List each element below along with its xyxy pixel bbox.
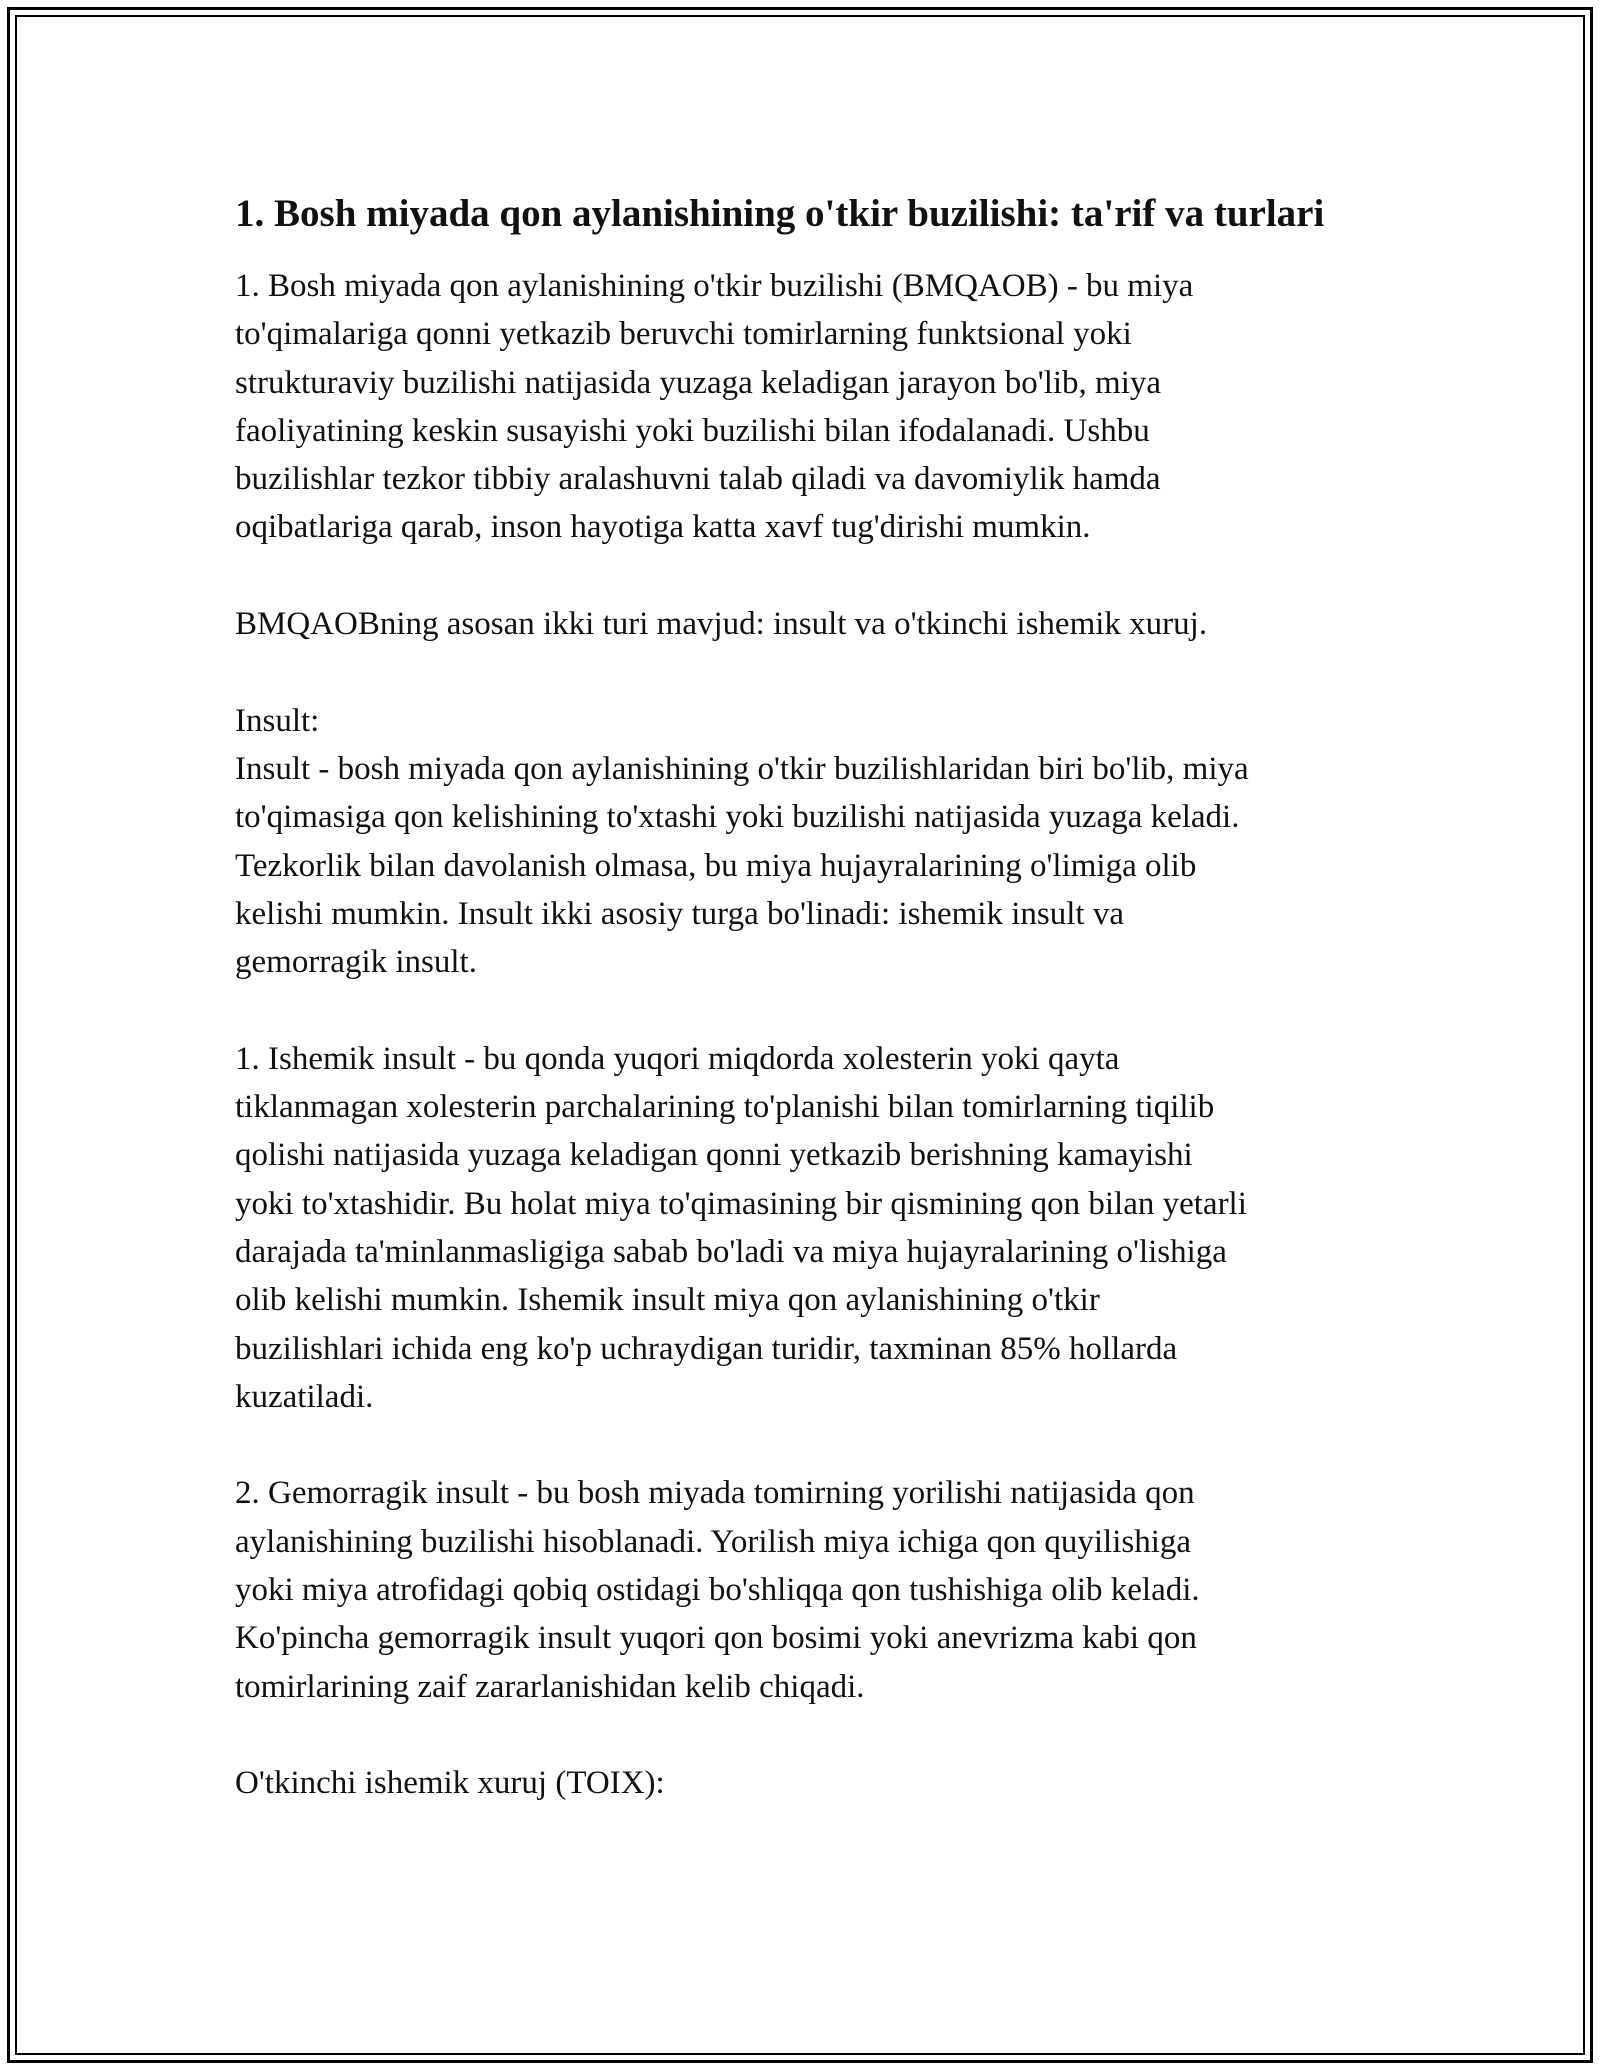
document-body bbox=[235, 186, 1375, 1808]
body-text: 1. Bosh miyada qon aylanishining o'tkir buzilishi (BMQAOB) - bu miya to'qimalariga qonni yetkazib beruvchi tomirlarning funktsional yoki strukturaviy buzilishi natijasida yuzaga keladigan jarayon bo'lib, miya faoliyatining keskin susayishi yoki buzilishi bilan ifodalanadi. Ushbu buzilishlar tezkor tibbiy aralashuvni talab qiladi va davomiylik hamda oqibatlariga qarab, inson hayotiga katta xavf tug'dirishi mumkin. BMQAOBning asosan ikki turi mavjud: insult va o'tkinchi ishemik xuruj. Insult: Insult - bosh miyada qon aylanishining o'tkir buzilishlaridan biri bo'lib, miya to'qimasiga qon kelishining to'xtashi yoki buzilishi natijasida yuzaga keladi. Tezkorlik bilan davolanish olmasa, bu miya hujayralarining o'limiga olib kelishi mumkin. Insult ikki asosiy turga bo'linadi: ishemik insult va gemorragik insult. 1. Ishemik insult - bu qonda yuqori miqdorda xolesterin yoki qayta tiklanmagan xolesterin parchalarining to'planishi bilan tomirlarning tiqilib qolishi natijasida yuzaga keladigan qonni yetkazib berishning kamayishi yoki to'xtashidir. Bu holat miya to'qimasining bir qismining qon bilan yetarli darajada ta'minlanmasligiga sabab bo'ladi va miya hujayralarining o'lishiga olib kelishi mumkin. Ishemik insult miya qon aylanishining o'tkir buzilishlari ichida eng ko'p uchraydigan turidir, taxminan 85% hollarda kuzatiladi. 2. Gemorragik insult - bu bosh miyada tomirning yorilishi natijasida qon aylanishining buzilishi hisoblanadi. Yorilish miya ichiga qon quyilishiga yoki miya atrofidagi qobiq ostidagi bo'shliqqa qon tushishiga olib keladi. Ko'pincha gemorragik insult yuqori qon bosimi yoki anevrizma kabi qon tomirlarining zaif zararlanishidan kelib chiqadi. O'tkinchi ishemik xuruj (TOIX): bbox=[235, 268, 1249, 1802]
section-heading: 1. Bosh miyada qon aylanishining o'tkir buzilishi: ta'rif va turlari bbox=[235, 192, 1325, 235]
